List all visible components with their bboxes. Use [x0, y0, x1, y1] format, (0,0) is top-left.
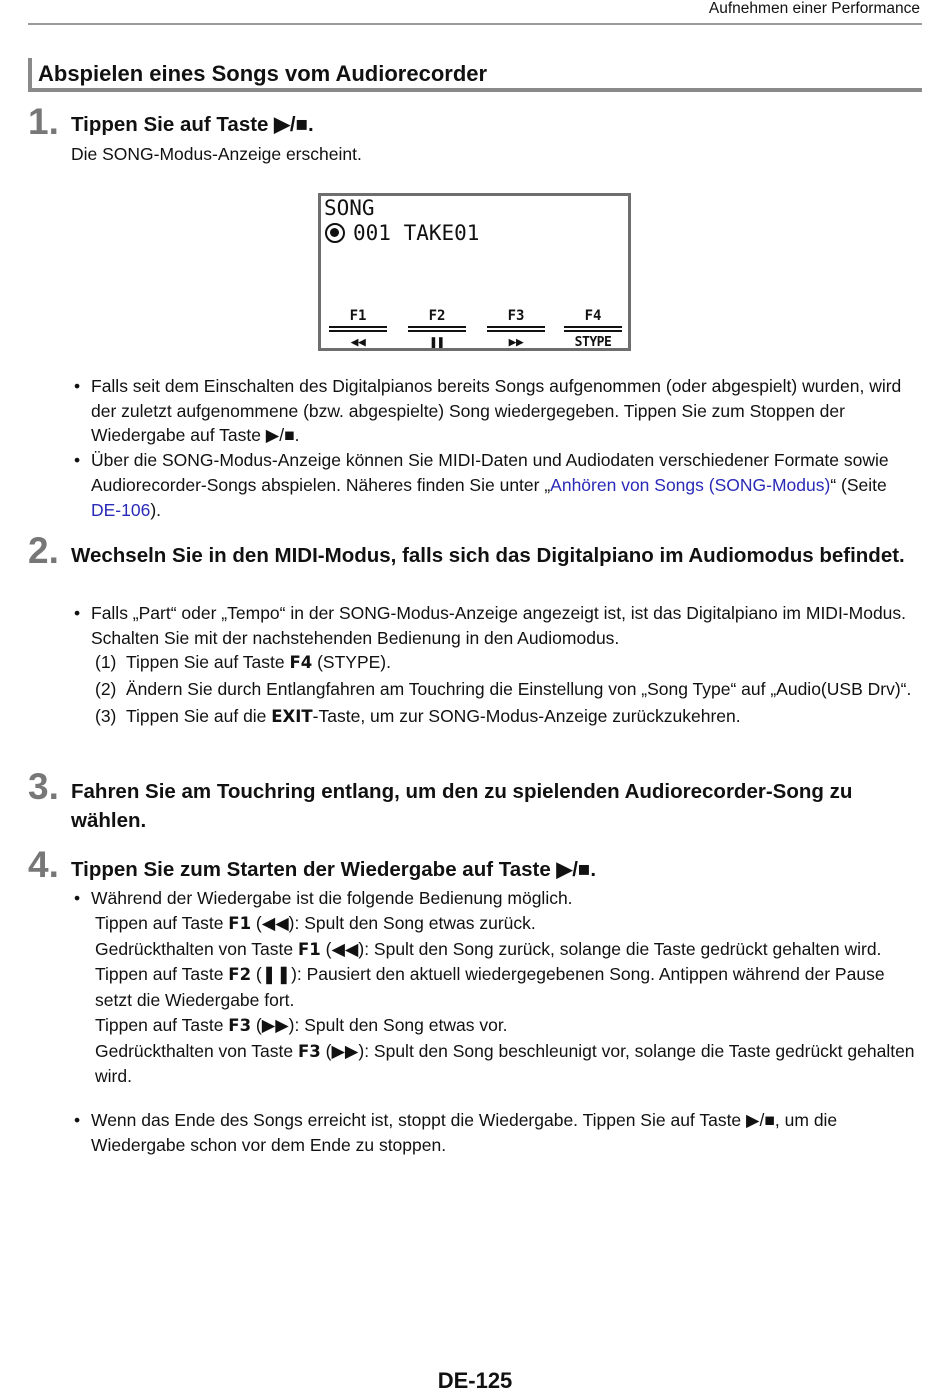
display-f3-key [487, 308, 545, 351]
list-item [74, 886, 920, 911]
note-text: Während der Wiedergabe ist die folgende Bedienung möglich. [91, 888, 573, 908]
song-mode-link[interactable]: Anhören von Songs (SONG-Modus) [550, 474, 831, 495]
step-2-notes [74, 601, 920, 650]
substep-text: (STYPE). [312, 652, 391, 672]
running-header: Aufnehmen einer Performance [708, 0, 920, 17]
step-4-number: 4. [28, 844, 59, 885]
op-text: Tippen auf Taste [95, 964, 229, 985]
f4-label: F4 [584, 308, 602, 324]
display-f2-key [408, 308, 466, 351]
step-2-substeps [95, 649, 920, 730]
display-mode-label: SONG [324, 196, 375, 220]
pause-icon: ❚❚ [429, 335, 445, 350]
step-3-title: Fahren Sie am Touchring entlang, um den zu spielenden Audiorecorder-Song zu wählen. [71, 780, 853, 832]
display-f1-key [329, 308, 387, 351]
step-1-title: Tippen Sie auf Taste ▶/■. [71, 113, 314, 136]
list-item [95, 703, 920, 730]
page-de-106-link[interactable]: DE-106 [91, 499, 151, 520]
f2-bars [408, 326, 466, 328]
op-text: Tippen auf Taste [95, 913, 229, 933]
note-text: Über die SONG-Modus-Anzeige können Sie MIDI-Daten und Audiodaten verschiedener Formate sowie Audiorecorder-Songs abspielen. Näheres finden Sie unter „ [91, 450, 889, 495]
f2-label: F2 [428, 308, 446, 324]
step-1-notes [74, 374, 920, 522]
key-f1: F1 [298, 939, 321, 959]
list-item [95, 911, 920, 937]
op-text: Gedrückthalten von Taste [95, 938, 298, 959]
f1-bars [329, 326, 387, 328]
step-1-number: 1. [28, 101, 59, 142]
f1-label: F1 [349, 308, 367, 324]
list-item [74, 601, 920, 650]
f3-bars [487, 326, 545, 328]
key-f1: F1 [228, 914, 252, 933]
section-title: Abspielen eines Songs vom Audiorecorder [28, 58, 922, 92]
list-item [95, 676, 920, 703]
step-3-number: 3. [28, 766, 59, 807]
op-text: (▶▶): Spult den Song etwas vor. [251, 1014, 508, 1035]
song-mode-display [318, 193, 631, 351]
key-f3: F3 [228, 1015, 252, 1035]
page-number: DE-125 [437, 1368, 513, 1393]
key-f3: F3 [298, 1041, 321, 1061]
f3-label: F3 [507, 308, 525, 324]
step-1-text: Die SONG-Modus-Anzeige erscheint. [71, 144, 362, 164]
substep-text: Ändern Sie durch Entlangfahren am Touchring die Einstellung von „Song Type“ auf „Audio(USB Drv)“. [126, 679, 912, 699]
op-text: Tippen auf Taste [95, 1014, 229, 1035]
op-text: (▶▶): Spult den Song beschleunigt vor, solange die Taste gedrückt gehalten wird. [95, 1040, 915, 1087]
list-item [95, 1039, 920, 1089]
fast-forward-icon: ▶▶ [508, 335, 524, 350]
op-text: (❚❚): Pausiert den aktuell wiedergegebenen Song. Antippen während der Pause setzt die Wiedergabe fort. [95, 964, 885, 1011]
note-text: Falls seit dem Einschalten des Digitalpianos bereits Songs aufgenommen (oder abgespielt) wurden, wird der zuletzt aufgenommene (bzw. abgespielte) Song wiedergegeben. Tippen Sie zum Stoppen der Wiedergabe auf Taste ▶/■. [91, 376, 902, 446]
substep-text: -Taste, um zur SONG-Modus-Anzeige zurückzukehren. [312, 706, 741, 726]
step-4-note-2 [74, 1108, 920, 1157]
list-item [95, 649, 920, 676]
step-4-note-1 [74, 886, 920, 911]
step-2-title: Wechseln Sie in den MIDI-Modus, falls sich das Digitalpiano im Audiomodus befindet. [71, 544, 905, 567]
f4-bars [564, 326, 622, 328]
key-f4: F4 [289, 653, 313, 672]
op-text: Gedrückthalten von Taste [95, 1040, 298, 1061]
key-exit: EXIT [271, 707, 313, 726]
note-text: “ (Seite [830, 474, 887, 495]
audio-record-icon [325, 223, 345, 243]
rewind-icon: ◀◀ [350, 335, 366, 350]
header-rule [28, 23, 922, 25]
list-item [95, 962, 920, 1012]
display-song-name: 001 TAKE01 [353, 221, 480, 245]
op-text: (◀◀): Spult den Song zurück, solange die Taste gedrückt gehalten wird. [320, 938, 882, 959]
list-item [95, 1013, 920, 1039]
f4-function-label: STYPE [574, 335, 612, 350]
list-item [74, 1108, 920, 1157]
substep-number: (3) [95, 706, 117, 726]
note-text: Falls „Part“ oder „Tempo“ in der SONG-Modus-Anzeige angezeigt ist, ist das Digitalpiano im MIDI-Modus. Schalten Sie mit der nachstehenden Bedienung in den Audiomodus. [91, 603, 907, 648]
list-item [74, 374, 920, 448]
note-text: Wenn das Ende des Songs erreicht ist, stoppt die Wiedergabe. Tippen Sie auf Taste ▶/■, um die Wiedergabe schon vor dem Ende zu stoppen. [91, 1110, 838, 1155]
substep-text: Tippen Sie auf Taste [126, 652, 290, 672]
op-text: (◀◀): Spult den Song etwas zurück. [251, 913, 536, 933]
substep-text: Tippen Sie auf die [126, 706, 272, 726]
key-f2: F2 [228, 965, 252, 985]
step-2-number: 2. [28, 530, 59, 571]
substep-number: (1) [95, 652, 117, 672]
substep-number: (2) [95, 679, 117, 699]
display-f4-key [564, 308, 622, 351]
playback-operations [95, 911, 920, 1089]
step-4-title: Tippen Sie zum Starten der Wiedergabe auf Taste ▶/■. [71, 858, 597, 881]
list-item [74, 448, 920, 522]
list-item [95, 937, 920, 963]
note-text: ). [150, 499, 162, 520]
